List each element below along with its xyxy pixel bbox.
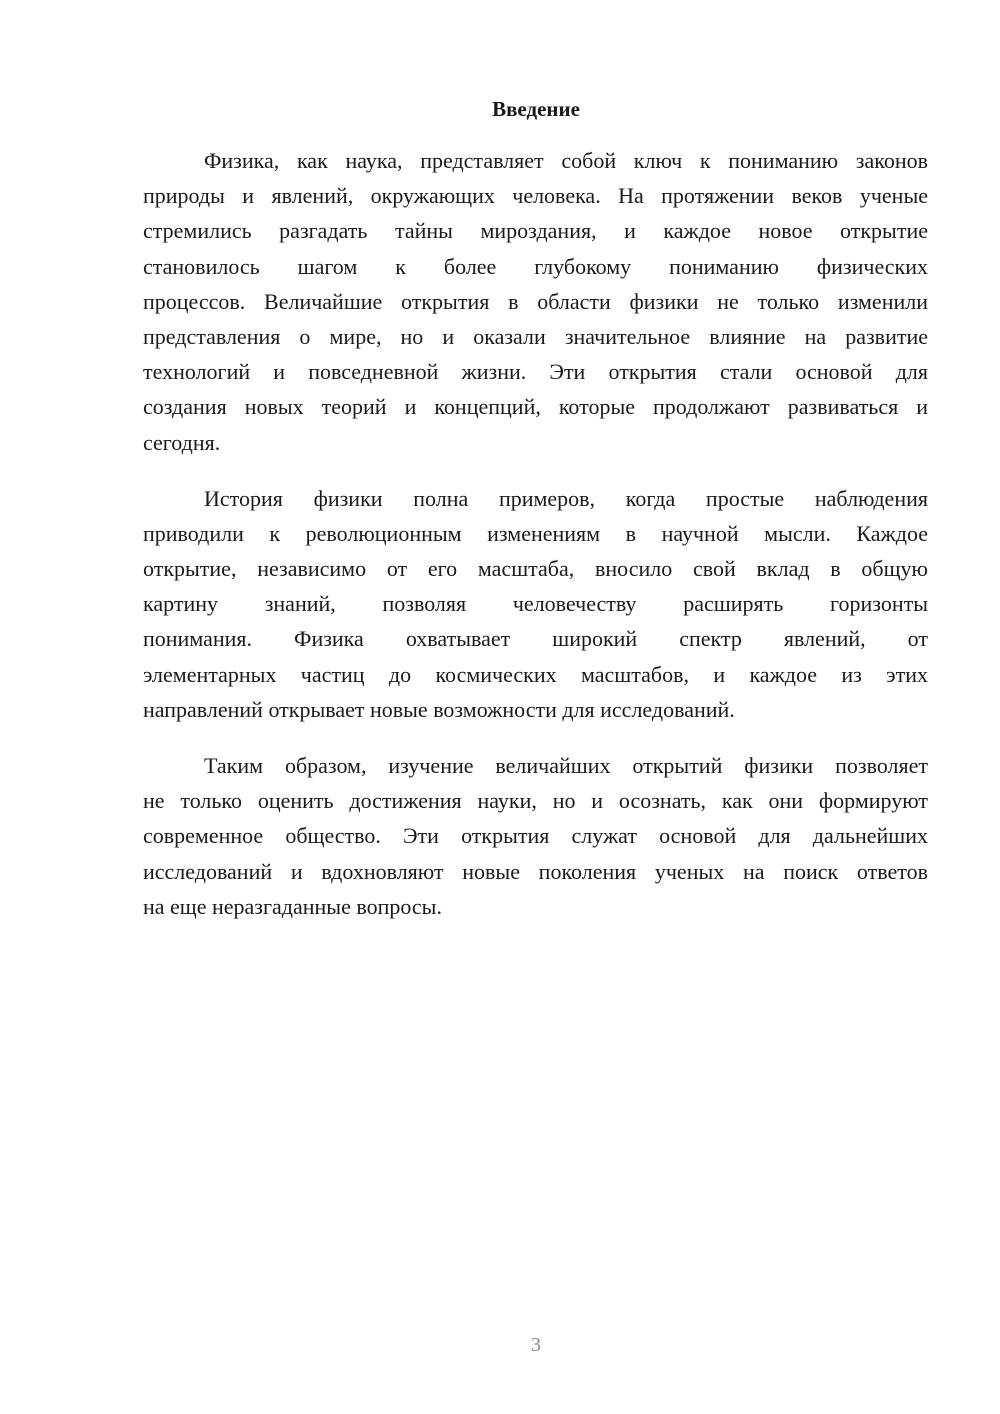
text-line: направлений открывает новые возможности для исследований. [143,696,735,722]
paragraph [143,748,928,924]
text-line: на еще неразгаданные вопросы. [143,893,442,919]
text-line: понимания. Физика охватывает широкий спектр явлений, от [143,626,928,652]
text-line: не только оценить достижения науки, но и осознать, как они формируют [143,788,928,814]
text-line: Таким образом, изучение величайших открытий физики позволяет [204,753,928,778]
text-line: современное общество. Эти открытия служат основой для дальнейших [143,823,928,849]
text-line: сегодня. [143,429,221,455]
text-line: создания новых теорий и концепций, которые продолжают развиваться и [143,394,928,420]
text-line: процессов. Величайшие открытия в области физики не только изменили [143,288,928,314]
text-line: представления о мире, но и оказали значительное влияние на развитие [143,323,928,349]
paragraph [143,143,928,460]
text-line: приводили к революционным изменениям в научной мысли. Каждое [143,520,928,546]
paragraph [143,481,928,727]
text-line: Физика, как наука, представляет собой ключ к пониманию законов [204,148,928,173]
section-heading: Введение [492,97,580,121]
page-number: 3 [531,1334,541,1356]
text-line: элементарных частиц до космических масштабов, и каждое из этих [143,661,928,687]
text-line: стремились разгадать тайны мироздания, и каждое новое открытие [143,218,928,244]
text-line: картину знаний, позволяя человечеству расширять горизонты [143,591,928,617]
text-line: становилось шагом к более глубокому пониманию физических [143,253,928,279]
text-line: технологий и повседневной жизни. Эти открытия стали основой для [143,359,928,385]
text-line: исследований и вдохновляют новые поколения ученых на поиск ответов [143,858,928,884]
text-line: природы и явлений, окружающих человека. На протяжении веков ученые [143,183,928,209]
document-body [143,143,928,945]
text-line: открытие, независимо от его масштаба, вносило свой вклад в общую [143,556,928,582]
text-line: История физики полна примеров, когда простые наблюдения [204,485,928,511]
